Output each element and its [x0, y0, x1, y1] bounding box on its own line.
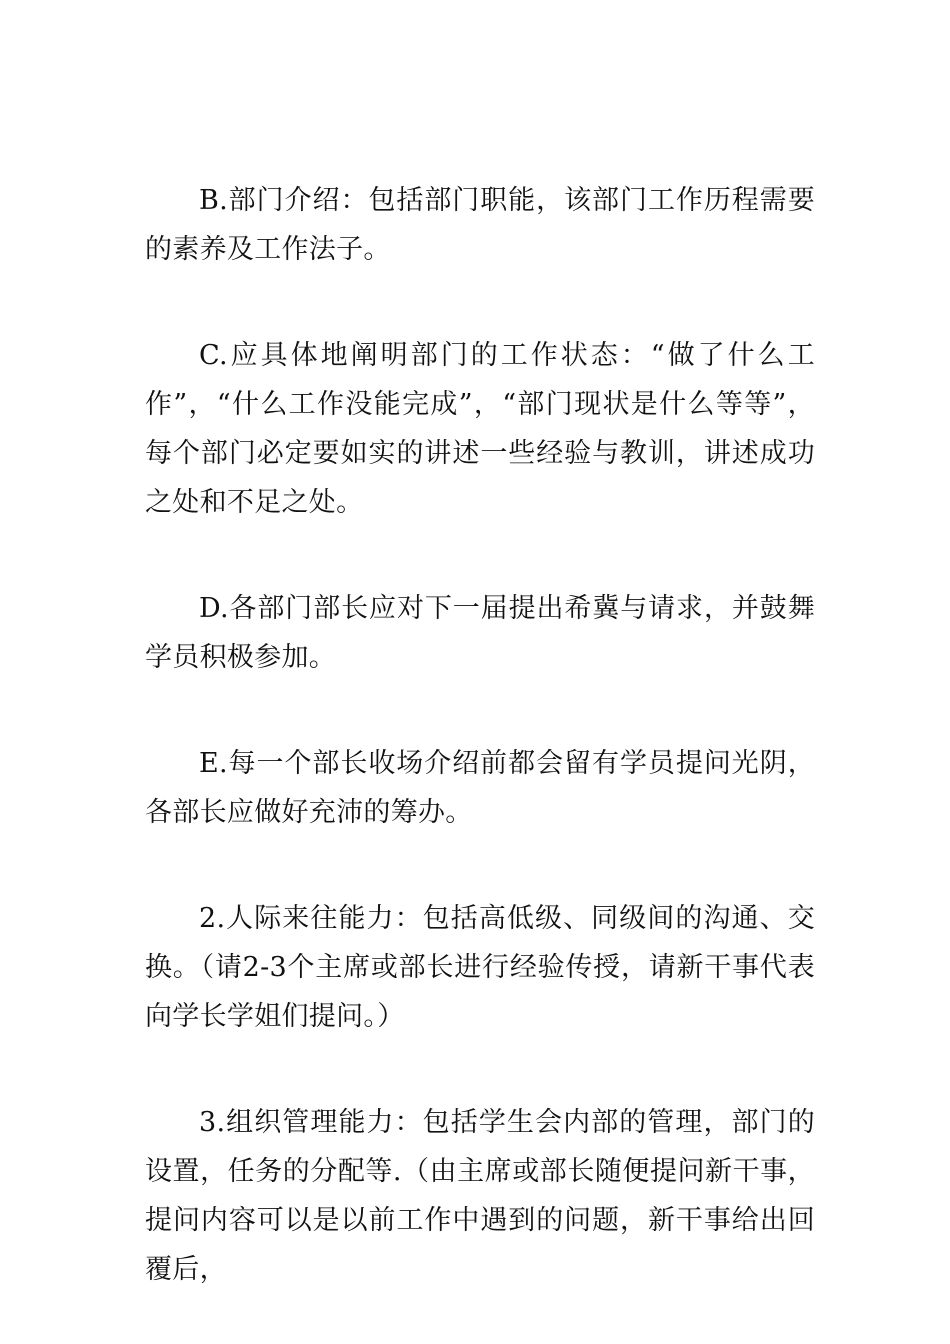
paragraph-department-intro: B.部门介绍：包括部门职能，该部门工作历程需要的素养及工作法子。: [145, 185, 815, 265]
paragraph-management-skills: 3.组织管理能力：包括学生会内部的管理，部门的设置，任务的分配等.（由主席或部长随便提问新干事，提问内容可以是以前工作中遇到的问题，新干事给出回覆后，: [145, 1107, 815, 1285]
paragraph-interpersonal-skills: 2.人际来往能力：包括高低级、同级间的沟通、交换。（请2-3个主席或部长进行经验传授，请新干事代表向学长学姐们提问。）: [145, 903, 815, 1032]
document-body: [145, 176, 815, 1294]
paragraph-expectations: D.各部门部长应对下一届提出希冀与请求，并鼓舞学员积极参加。: [145, 593, 815, 673]
paragraph-question-time: E.每一个部长收场介绍前都会留有学员提问光阴，各部长应做好充沛的筹办。: [145, 748, 815, 828]
paragraph-work-status: C.应具体地阐明部门的工作状态：“做了什么工作”，“什么工作没能完成”，“部门现状是什么等等”，每个部门必定要如实的讲述一些经验与教训，讲述成功之处和不足之处。: [145, 340, 815, 518]
